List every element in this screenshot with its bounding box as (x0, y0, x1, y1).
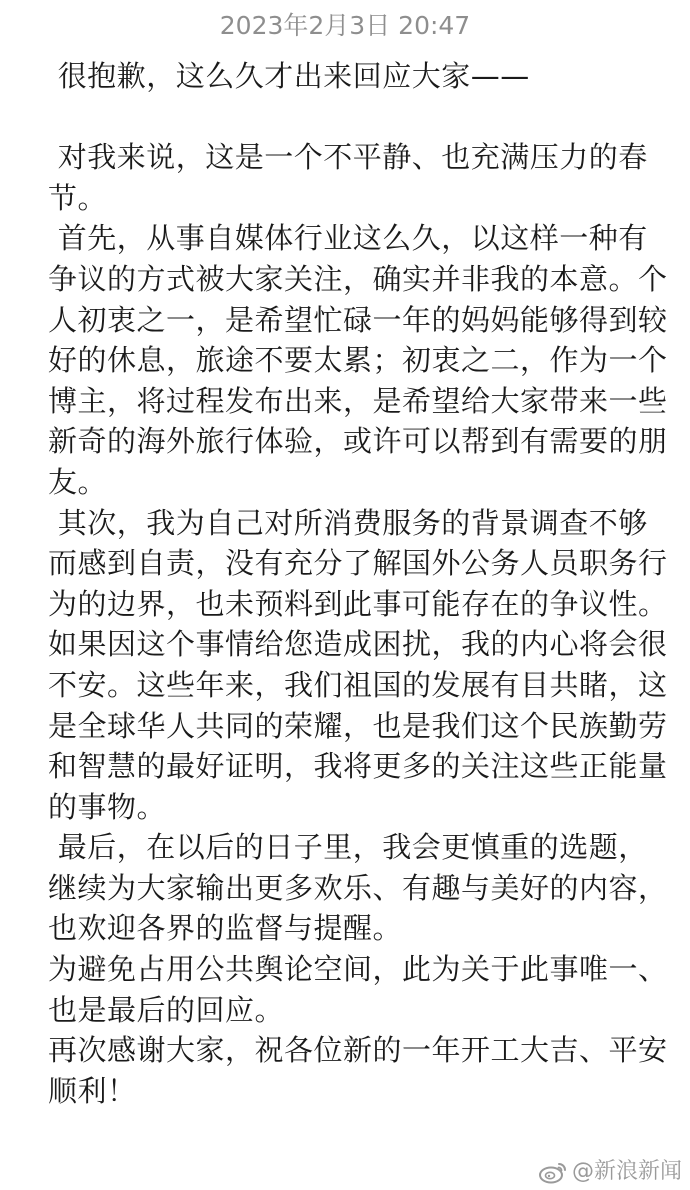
note-paragraph: 其次，我为自己对所消费服务的背景调查不够而感到自责，没有充分了解国外公务人员职务行为的边界，也未预料到此事可能存在的争议性。如果因这个事情给您造成困扰，我的内心将会很不安。这些年来，我们祖国的发展有目共睹，这是全球华人共同的荣耀，也是我们这个民族勤劳和智慧的最好证明，我将更多的关注这些正能量的事物。 (48, 505, 668, 824)
note-paragraph: 很抱歉，这么久才出来回应大家—— (48, 59, 530, 93)
weibo-icon (538, 1160, 568, 1184)
watermark-text: @新浪新闻 (571, 1159, 682, 1184)
note-blank-line (48, 97, 668, 138)
note-body (48, 56, 668, 1111)
note-timestamp: 2023年2月3日 20:47 (219, 11, 471, 40)
note-paragraph: 再次感谢大家，祝各位新的一年开工大吉、平安顺利！ (48, 1033, 668, 1108)
note-paragraph: 对我来说，这是一个不平静、也充满压力的春节。 (48, 140, 648, 215)
watermark (538, 1158, 682, 1186)
note-paragraph: 为避免占用公共舆论空间，此为关于此事唯一、也是最后的回应。 (48, 952, 668, 1027)
note-paragraph: 首先，从事自媒体行业这么久，以这样一种有争议的方式被大家关注，确实并非我的本意。个人初衷之一，是希望忙碌一年的妈妈能够得到较好的休息，旅途不要太累；初衷之二，作为一个博主，将过程发布出来，是希望给大家带来一些新奇的海外旅行体验，或许可以帮到有需要的朋友。 (48, 221, 668, 499)
note-paragraph: 最后，在以后的日子里，我会更慎重的选题，继续为大家输出更多欢乐、有趣与美好的内容，也欢迎各界的监督与提醒。 (48, 830, 668, 946)
